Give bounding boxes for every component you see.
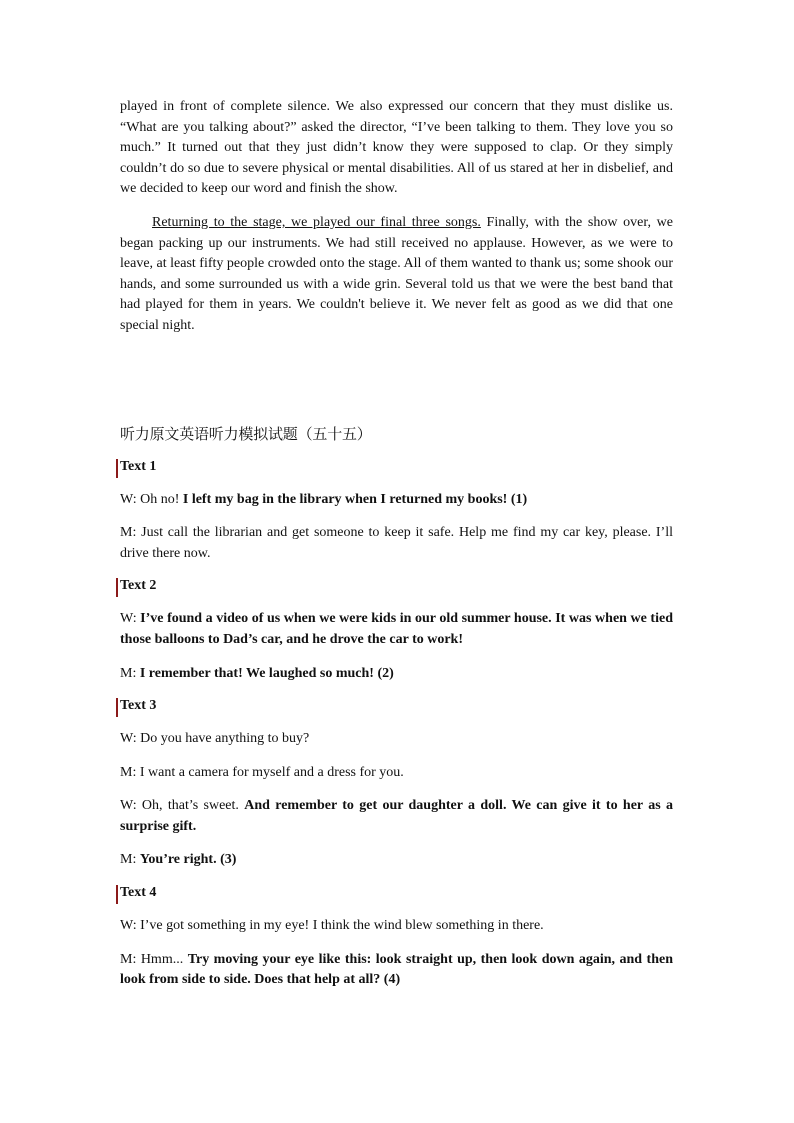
story-paragraph-2 bbox=[120, 213, 673, 337]
dialogue-line bbox=[120, 950, 673, 991]
speaker-m: M: bbox=[120, 525, 142, 541]
speaker-w: W: bbox=[120, 798, 142, 814]
line-text: Oh, that’s sweet. bbox=[141, 798, 245, 814]
section-heading-text-2 bbox=[120, 576, 673, 596]
speaker-m: M: bbox=[120, 951, 141, 967]
section-label: Text 3 bbox=[120, 698, 157, 714]
section-marker bbox=[116, 885, 118, 904]
section-heading-text-1 bbox=[120, 457, 673, 477]
dialogue-line: W: I’ve got something in my eye! I think the wind blew something in there. bbox=[120, 918, 544, 934]
dialogue-line bbox=[120, 609, 673, 650]
dialogue-line bbox=[120, 490, 673, 511]
section-label: Text 4 bbox=[120, 885, 157, 901]
line-text: Hmm... bbox=[140, 951, 188, 967]
listening-title: 听力原文英语听力模拟试题（五十五） bbox=[120, 424, 372, 443]
speaker-m: M: bbox=[120, 665, 140, 681]
dialogue-line: M: I want a camera for myself and a dress for you. bbox=[120, 764, 404, 780]
section-label: Text 1 bbox=[120, 458, 157, 474]
document-page bbox=[120, 97, 673, 991]
dialogue-line bbox=[120, 664, 673, 685]
underlined-sentence: Returning to the stage, we played our final three songs. bbox=[152, 214, 481, 230]
section-heading-text-3 bbox=[120, 696, 673, 716]
dialogue-line bbox=[120, 796, 673, 837]
section-label: Text 2 bbox=[120, 578, 157, 594]
speaker-w: W: bbox=[120, 611, 141, 627]
section-marker bbox=[116, 578, 118, 597]
key-sentence: I’ve found a video of us when we were kids in our old summer house. It was when we tied those balloons to Dad’s car, and he drove the car to work! bbox=[120, 611, 673, 647]
key-sentence: Try moving your eye like this: look straight up, then look down again, and then look from side to side. Does that help at all? (4) bbox=[120, 951, 673, 988]
story-paragraph-1: played in front of complete silence. We also expressed our concern that they must dislike us. “What are you talking about?” asked the director, “I’ve been talking to them. They love you so much.” It turned out that they just didn’t know they were supposed to clap. Or they simply couldn’t do so due to severe physical or mental disabilities. All of us stared at her in disbelief, and we decided to keep our word and finish the show. bbox=[120, 99, 673, 197]
key-sentence: You’re right. (3) bbox=[139, 852, 237, 868]
key-sentence: And remember to get our daughter a doll. We can give it to her as a surprise gift. bbox=[120, 798, 673, 834]
line-text: Just call the librarian and get someone to keep it safe. Help me find my car key, please. I’ll drive there now. bbox=[120, 525, 673, 561]
dialogue-line bbox=[120, 523, 673, 564]
key-sentence: I left my bag in the library when I returned my books! (1) bbox=[182, 491, 528, 507]
paragraph-2-rest: Finally, with the show over, we began packing up our instruments. We had still received no applause. However, as we were to leave, at least fifty people crowded onto the stage. All of them wanted to thank us; some shook our hands, and some surrounded us with a wide grin. Several told us that we were the best band that had played for them in years. We couldn't believe it. We never felt as good as we did that one special night. bbox=[120, 214, 673, 333]
section-heading-text-4 bbox=[120, 883, 673, 903]
dialogue-line bbox=[120, 850, 673, 871]
speaker-m: M: bbox=[120, 852, 140, 868]
section-marker bbox=[116, 459, 118, 478]
section-marker bbox=[116, 698, 118, 717]
line-text: Oh no! bbox=[140, 491, 183, 507]
speaker-w: W: bbox=[120, 491, 141, 507]
key-sentence: I remember that! We laughed so much! (2) bbox=[139, 665, 394, 681]
dialogue-line: W: Do you have anything to buy? bbox=[120, 731, 310, 747]
